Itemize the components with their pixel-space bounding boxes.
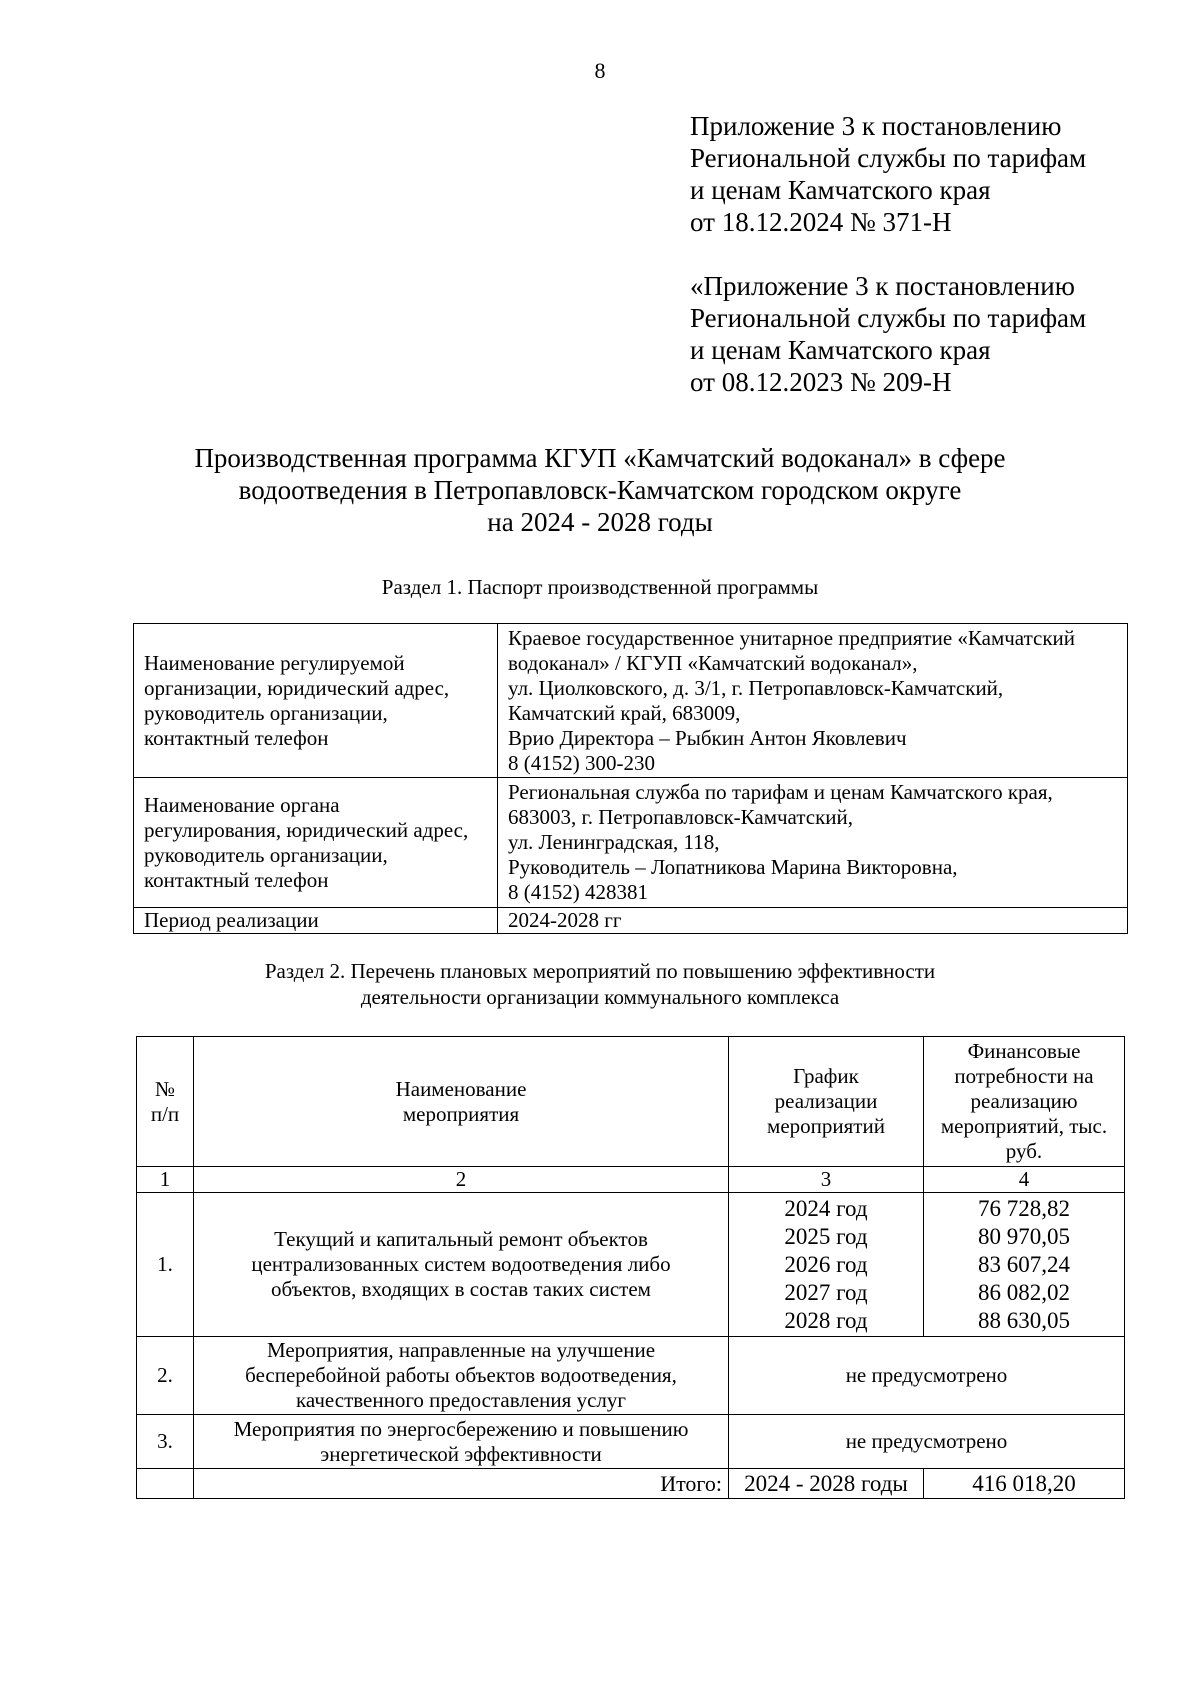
measures-table	[136, 1036, 1125, 1499]
total-value: 416 018,20	[924, 1469, 1125, 1499]
header-name: Наименование мероприятия	[194, 1037, 729, 1167]
passport-value: Краевое государственное унитарное предприятие «Камчатский водоканал» / КГУП «Камчатский водоканал», ул. Циолковского, д. 3/1, г. Петропавловск-Камчатский, Камчатский край, 683009, Врио Директора – Рыбкин Антон Яковлевич 8 (4152) 300-230	[498, 624, 1128, 778]
column-number-row	[137, 1167, 1125, 1193]
page-number: 8	[594, 58, 606, 83]
passport-label: Наименование регулируемой организации, юридический адрес, руководитель организации, контактный телефон	[134, 624, 498, 778]
row-name: Мероприятия, направленные на улучшение бесперебойной работы объектов водоотведения, качественного предоставления услуг	[194, 1337, 729, 1415]
appendix-previous: «Приложение 3 к постановлению Региональной службы по тарифам и ценам Камчатского края от 08.12.2023 № 209-Н	[690, 271, 1087, 397]
column-number: 4	[924, 1167, 1125, 1193]
row-name: Мероприятия по энергосбережению и повышению энергетической эффективности	[194, 1415, 729, 1469]
passport-label: Наименование органа регулирования, юридический адрес, руководитель организации, контактный телефон	[134, 778, 498, 908]
total-label: Итого:	[194, 1469, 729, 1499]
row-num: 2.	[137, 1337, 194, 1415]
section2-heading: Раздел 2. Перечень плановых мероприятий по повышению эффективности деятельности организации коммунального комплекса	[264, 959, 936, 1009]
column-number: 3	[729, 1167, 924, 1193]
table-row	[137, 1337, 1125, 1415]
passport-label: Период реализации	[134, 908, 498, 934]
row-num: 1.	[137, 1193, 194, 1337]
header-finance: Финансовые потребности на реализацию мероприятий, тыс. руб.	[924, 1037, 1125, 1167]
total-row	[137, 1469, 1125, 1499]
column-number: 2	[194, 1167, 729, 1193]
table-row	[134, 778, 1128, 908]
section1-heading: Раздел 1. Паспорт производственной программы	[381, 575, 819, 599]
passport-value: Региональная служба по тарифам и ценам Камчатского края, 683003, г. Петропавловск-Камчатский, ул. Ленинградская, 118, Руководитель – Лопатникова Марина Викторовна, 8 (4152) 428381	[498, 778, 1128, 908]
total-period: 2024 - 2028 годы	[729, 1469, 924, 1499]
table-row	[137, 1415, 1125, 1469]
row-values: 76 728,82 80 970,05 83 607,24 86 082,02 88 630,05	[924, 1193, 1125, 1337]
row-num: 3.	[137, 1415, 194, 1469]
document-title: Производственная программа КГУП «Камчатский водоканал» в сфере водоотведения в Петропавловск-Камчатском городском округе на 2024 - 2028 годы	[194, 443, 1006, 537]
header-num: № п/п	[137, 1037, 194, 1167]
row-name: Текущий и капитальный ремонт объектов централизованных систем водоотведения либо объектов, входящих в состав таких систем	[194, 1193, 729, 1337]
passport-value: 2024-2028 гг	[498, 908, 1128, 934]
row-years: 2024 год 2025 год 2026 год 2027 год 2028 год	[729, 1193, 924, 1337]
header-row	[137, 1037, 1125, 1167]
row-not-provided: не предусмотрено	[729, 1415, 1125, 1469]
column-number: 1	[137, 1167, 194, 1193]
appendix-current: Приложение 3 к постановлению Региональной службы по тарифам и ценам Камчатского края от 18.12.2024 № 371-Н	[690, 111, 1087, 237]
total-blank	[137, 1469, 194, 1499]
table-row	[134, 624, 1128, 778]
table-row	[134, 908, 1128, 934]
passport-table	[133, 623, 1128, 934]
table-row	[137, 1193, 1125, 1337]
row-not-provided: не предусмотрено	[729, 1337, 1125, 1415]
header-schedule: График реализации мероприятий	[729, 1037, 924, 1167]
